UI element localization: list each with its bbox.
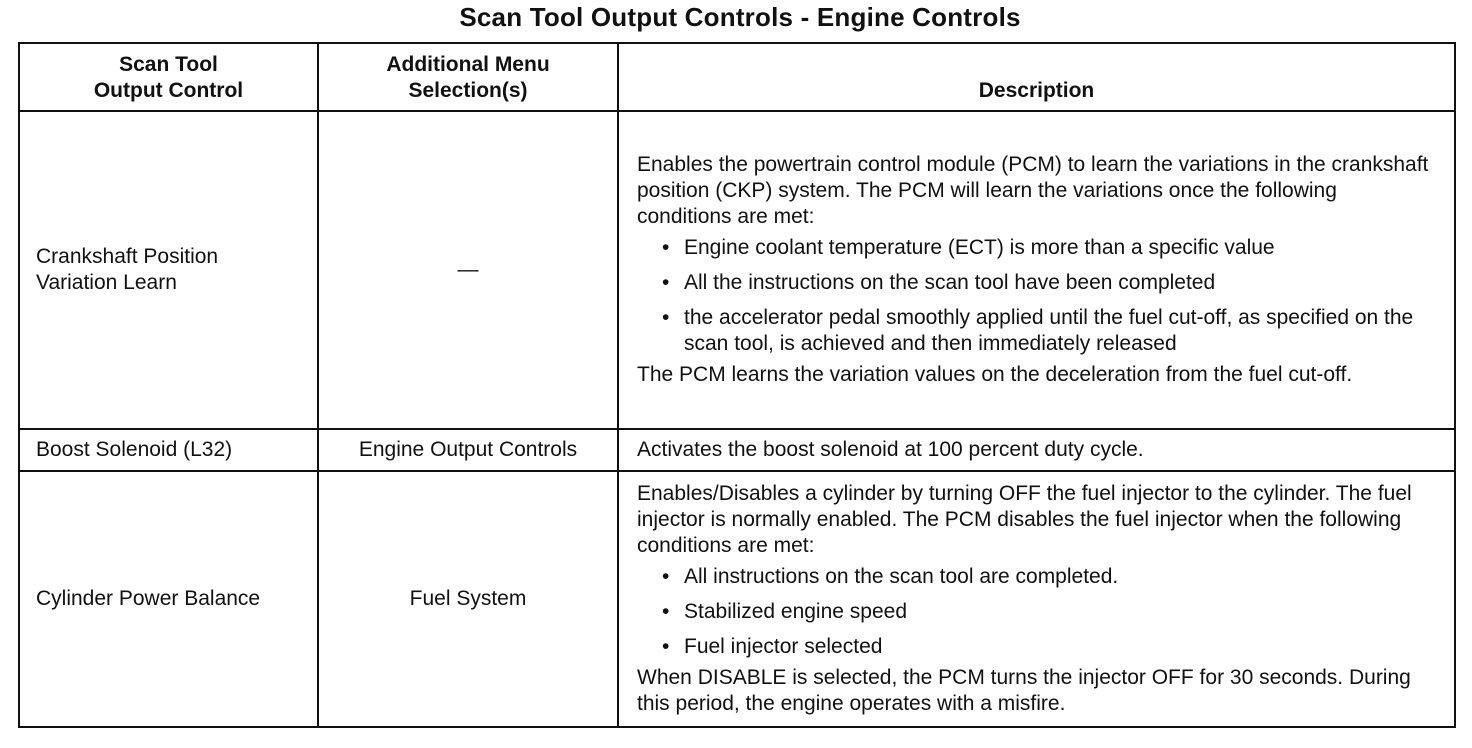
description-intro: Enables/Disables a cylinder by turning OFF the fuel injector to the cylinder. The fuel injector is normally enabled. The PCM disables the fuel injector when the following conditions are met: xyxy=(637,482,1412,557)
cell-description-boost xyxy=(618,429,1455,471)
cell-control-ckp xyxy=(19,111,318,429)
header-control-line1: Scan Tool xyxy=(119,53,218,76)
table-row xyxy=(19,111,1455,429)
list-item-text: Engine coolant temperature (ECT) is more than a specific value xyxy=(684,236,1275,259)
list-item xyxy=(637,235,1436,261)
condition-list xyxy=(637,564,1436,660)
table-row xyxy=(19,471,1455,727)
list-item xyxy=(637,564,1436,590)
description-text: Activates the boost solenoid at 100 percent duty cycle. xyxy=(637,438,1144,461)
control-name-line1: Crankshaft Position xyxy=(36,245,219,268)
cell-description-ckp xyxy=(618,111,1455,429)
list-item-text: All instructions on the scan tool are completed. xyxy=(684,565,1119,588)
table-row xyxy=(19,429,1455,471)
control-name-line2: Variation Learn xyxy=(36,271,177,294)
cell-control-boost: Boost Solenoid (L32) xyxy=(19,429,318,471)
bullet-icon: • xyxy=(662,635,670,658)
header-scan-tool-output-control xyxy=(19,43,318,111)
bullet-icon: • xyxy=(662,236,670,259)
cell-menu-ckp: — xyxy=(318,111,618,429)
bullet-icon: • xyxy=(662,565,670,588)
cell-menu-cylinder: Fuel System xyxy=(318,471,618,727)
page-title: Scan Tool Output Controls - Engine Controls xyxy=(459,2,1021,32)
description-intro: Enables the powertrain control module (PCM) to learn the variations in the crankshaft position (CKP) system. The PCM will learn the variations once the following conditions are met: xyxy=(637,153,1429,228)
bullet-icon: • xyxy=(662,306,670,329)
cell-menu-boost: Engine Output Controls xyxy=(318,429,618,471)
list-item-text: Stabilized engine speed xyxy=(684,600,908,623)
header-description xyxy=(618,43,1455,111)
list-item xyxy=(637,634,1436,660)
cell-description-cylinder xyxy=(618,471,1455,727)
list-item xyxy=(637,305,1436,357)
list-item-text: Fuel injector selected xyxy=(684,635,883,658)
output-controls-table xyxy=(18,42,1456,728)
header-control-line2: Output Control xyxy=(93,79,244,102)
bullet-icon: • xyxy=(662,271,670,294)
cell-control-cylinder: Cylinder Power Balance xyxy=(19,471,318,727)
header-description-label: Description xyxy=(978,79,1095,102)
header-menu-line2: Selection(s) xyxy=(408,79,528,102)
header-menu-line1: Additional Menu xyxy=(386,53,550,76)
list-item xyxy=(637,599,1436,625)
description-outro: When DISABLE is selected, the PCM turns the injector OFF for 30 seconds. During this period, the engine operates with a misfire. xyxy=(637,666,1411,715)
table-header-row xyxy=(19,43,1455,111)
list-item-text: All the instructions on the scan tool have been completed xyxy=(684,271,1216,294)
description-outro: The PCM learns the variation values on the deceleration from the fuel cut-off. xyxy=(637,363,1353,386)
condition-list xyxy=(637,235,1436,357)
header-additional-menu-selections xyxy=(318,43,618,111)
bullet-icon: • xyxy=(662,600,670,623)
list-item-text: the accelerator pedal smoothly applied until the fuel cut-off, as specified on the scan tool, is achieved and then immediately released xyxy=(684,306,1414,355)
list-item xyxy=(637,270,1436,296)
